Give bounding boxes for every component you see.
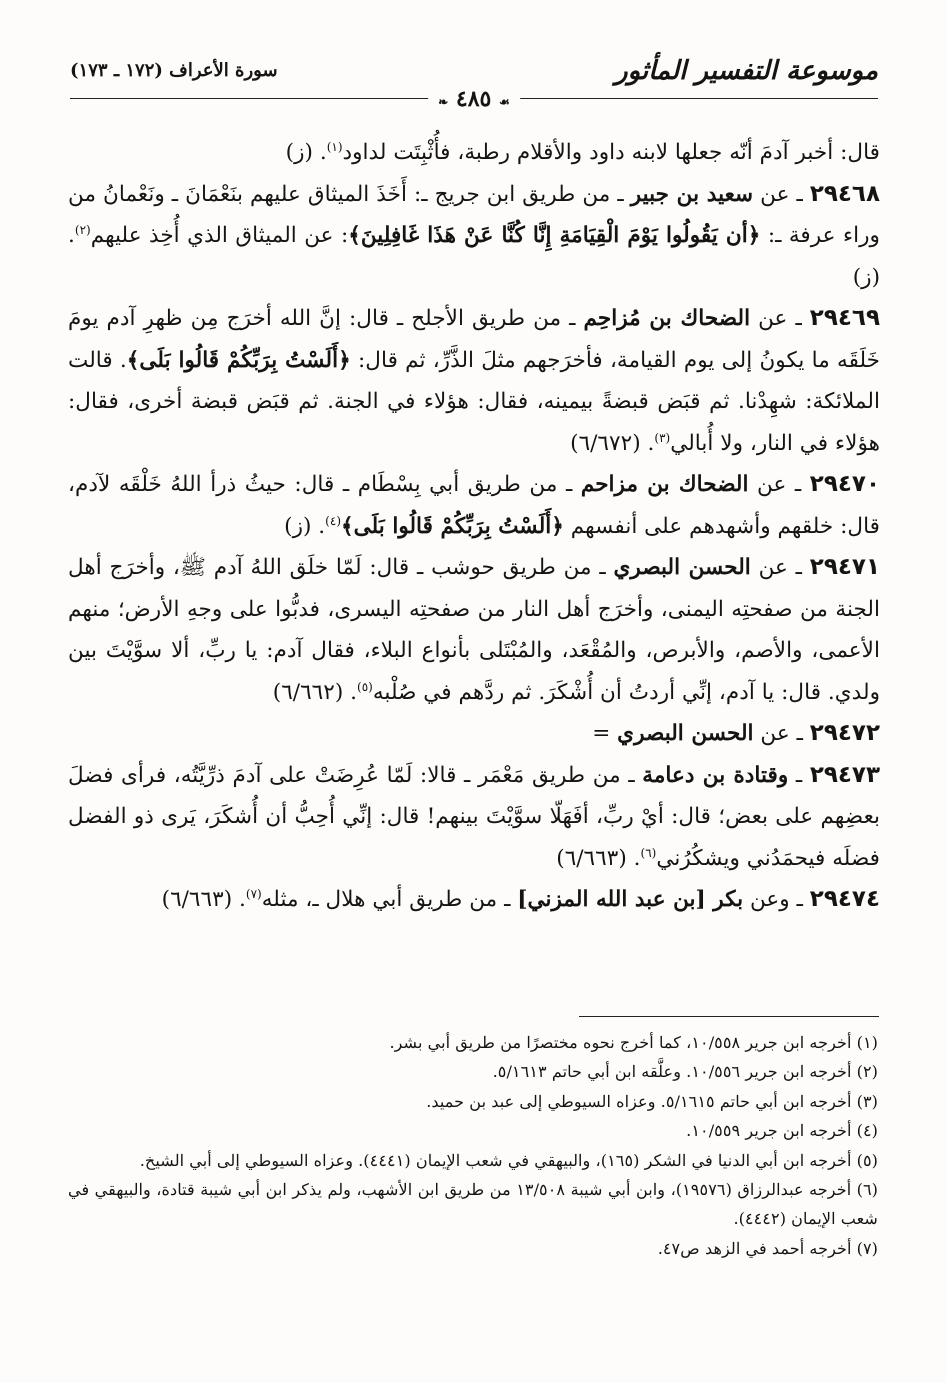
right-ornament-icon: ☙ [499,95,510,109]
narration-29473 [68,755,880,880]
narration-number: ٢٩٤٧١ [809,554,880,580]
quran-quote: ﴿أَلَسْتُ بِرَبِّكُمْ قَالُوا بَلَى﴾ [126,347,351,373]
footnote-ref: (٧) [245,886,262,901]
narration-number: ٢٩٤٧٤ [809,886,880,912]
quran-quote: ﴿أَلَسْتُ بِرَبِّكُمْ قَالُوا بَلَى﴾ [341,513,564,539]
footnote-5: (٥) أخرجه ابن أبي الدنيا في الشكر (١٦٥)، والبيهقي في شعب الإيمان (٤٤٤١). وعزاه السيوطي إلى أبي الشيخ. [139,1150,878,1170]
footnote-ref: (١) [326,139,343,154]
book-title: موسوعة التفسير المأثور [615,56,878,86]
footnote-7: (٧) أخرجه أحمد في الزهد ص٤٧. [657,1238,878,1258]
para-pre: ـ عن [753,721,810,746]
para-text: ـ من طريق ابن جريج ـ: أَخَذَ الميثاق عليهم بنَعْمَانَ ـ ونَعْمانُ من وراء عرفة ـ: [68,181,880,248]
narration-29472 [68,713,880,755]
footnotes [68,1028,878,1263]
para-text: ـ من طريق الأجلح ـ قال: إنَّ الله أخرَج مِن ظهرِ آدم يومَ خَلَقَه ما يكونُ إلى يوم القيامة، فأخرَجهم مثلَ الذَّرِّ، ثم قال: [68,306,880,373]
para-pre: ـ عن [748,472,810,497]
para-text: ـ من طريق أبي هلال ـ، مثله [261,887,518,912]
narrator-name: الحسن البصري [617,721,754,746]
para-tail: . (٦/٦٦٢) [272,679,358,705]
surah-label: سورة الأعراف (١٧٢ ـ ١٧٣) [70,60,278,81]
narrator-name: الحسن البصري [613,555,751,580]
para-text: ـ من طريق أبي بِسْطَام ـ قال: حيثُ ذرأ اللهُ خَلْقَه لآدم، قال: خلقهم وأشهدهم على أنفسهم [68,472,880,539]
footnote-separator [579,1016,879,1017]
left-ornament-icon: ❧ [438,95,449,109]
para-pre: ـ وعن [743,887,810,912]
footnote-1: (١) أخرجه ابن جرير ١٠/٥٥٨، كما أخرج نحوه مختصرًا من طريق أبي بشر. [389,1033,878,1052]
para-tail: . (٦/٦٦٣) [161,887,246,912]
footnote-3: (٣) أخرجه ابن أبي حاتم ٥/١٦١٥. وعزاه السيوطي إلى عبد بن حميد. [426,1091,878,1111]
narration-29469 [68,298,880,464]
para-tail: . (ز) [285,140,327,165]
para-pre: ـ [788,762,810,788]
para-post: : عن الميثاق الذي أُخِذ عليهم [90,223,349,248]
paragraph-intro [68,132,880,174]
narration-number: ٢٩٤٧٣ [809,761,881,788]
running-header [70,56,878,110]
narration-29468 [68,174,880,299]
page-number-block [428,86,520,112]
narrator-name: سعيد بن جبير [630,181,754,207]
para-tail: . (ز) [284,513,326,539]
page-number: ٤٨٥ [455,86,492,112]
narration-number: ٢٩٤٧٢ [809,720,880,746]
narrator-name: بكر [بن عبد الله المزني] [517,887,744,912]
footnote-4: (٤) أخرجه ابن جرير ١٠/٥٥٩. [686,1121,878,1141]
para-text: ـ من طريق مَعْمَر ـ قالا: لَمّا عُرِضَتْ على آدمَ ذرِّيَّتُه، فرأى فضلَ بعضِهم على بعض؛ قال: أيْ ربِّ، أفَهَلّا سوَّيْتَ بينهم! قال: إنِّي أُحِبُّ أن أُشكَرَ، يَرى ذو الفضل فضلَه فيحمَدُني ويشكُرُني [68,762,880,871]
narration-29471 [68,547,880,713]
narration-29474 [68,879,880,921]
para-tail: . (ز) [68,223,880,290]
narrator-name: الضحاك بن مزاحم [580,472,749,497]
para-post: . قالت الملائكة: شهِدْنا. ثم قبَض قبضةً بيمينه، فقال: هؤلاء في الجنة. ثم قبَض قبضة أخرى، فقال: هؤلاء في النار، ولا أُبالي [68,347,880,456]
narration-number: ٢٩٤٦٨ [809,180,881,207]
narration-29470 [68,464,880,547]
footnote-ref: (٢) [74,222,91,237]
footnote-2: (٢) أخرجه ابن جرير ١٠/٥٥٦. وعلَّقه ابن أبي حاتم ٥/١٦١٣. [492,1062,878,1082]
para-pre: ـ عن [750,306,810,331]
para-text: = [592,721,618,746]
narrator-name: وقتادة بن دعامة [642,762,789,788]
para-tail: . (٦/٦٧٢) [570,430,655,456]
narrator-name: الضحاك بن مُزاحِم [583,306,751,331]
quran-quote: ﴿أن يَقُولُوا يَوْمَ الْقِيَامَةِ إِنَّا كُنَّا عَنْ هَذَا غَافِلِينَ﴾ [348,223,761,248]
para-pre: ـ عن [750,555,810,580]
footnote-ref: (٣) [654,430,671,445]
para-pre: ـ عن [753,181,810,207]
para-tail: . (٦/٦٦٣) [556,845,641,871]
footnote-ref: (٥) [357,679,373,694]
footnote-6: (٦) أخرجه عبدالرزاق (١٩٥٧٦)، وابن أبي شيبة ١٣/٥٠٨ من طريق ابن الأشهب، ولم يذكر ابن أبي شيبة قتادة، والبيهقي في شعب الإيمان (٤٤٤٢). [68,1180,878,1229]
para-text: قال: أخبر آدمَ أنّه جعلها لابنه داود والأقلام رطبة، فأُثْبِتَت لداود [342,140,880,165]
narration-number: ٢٩٤٦٩ [809,305,880,331]
footnote-ref: (٤) [325,513,341,528]
main-text [68,132,880,921]
narration-number: ٢٩٤٧٠ [809,471,880,497]
para-text: ـ من طريق حوشب ـ قال: لَمّا خلَق اللهُ آدم ﷺ، وأخرَج أهل الجنة من صفحتِه اليمنى، وأخرَج أهل النار من صفحتِه اليسرى، فدبُّوا على وجهِ الأرض؛ منهم الأعمى، والأصم، والأبرص، والمُقْعَد، والمُبْتَلى بأنواع البلاء، فقال آدم: يا ربِّ، ألا سوَّيْتَ بين ولدي. قال: يا آدم، إنِّي أردتُ أن أُشْكَرَ. ثم ردَّهم في صُلْبه [68,555,880,705]
footnote-ref: (٦) [640,845,657,860]
